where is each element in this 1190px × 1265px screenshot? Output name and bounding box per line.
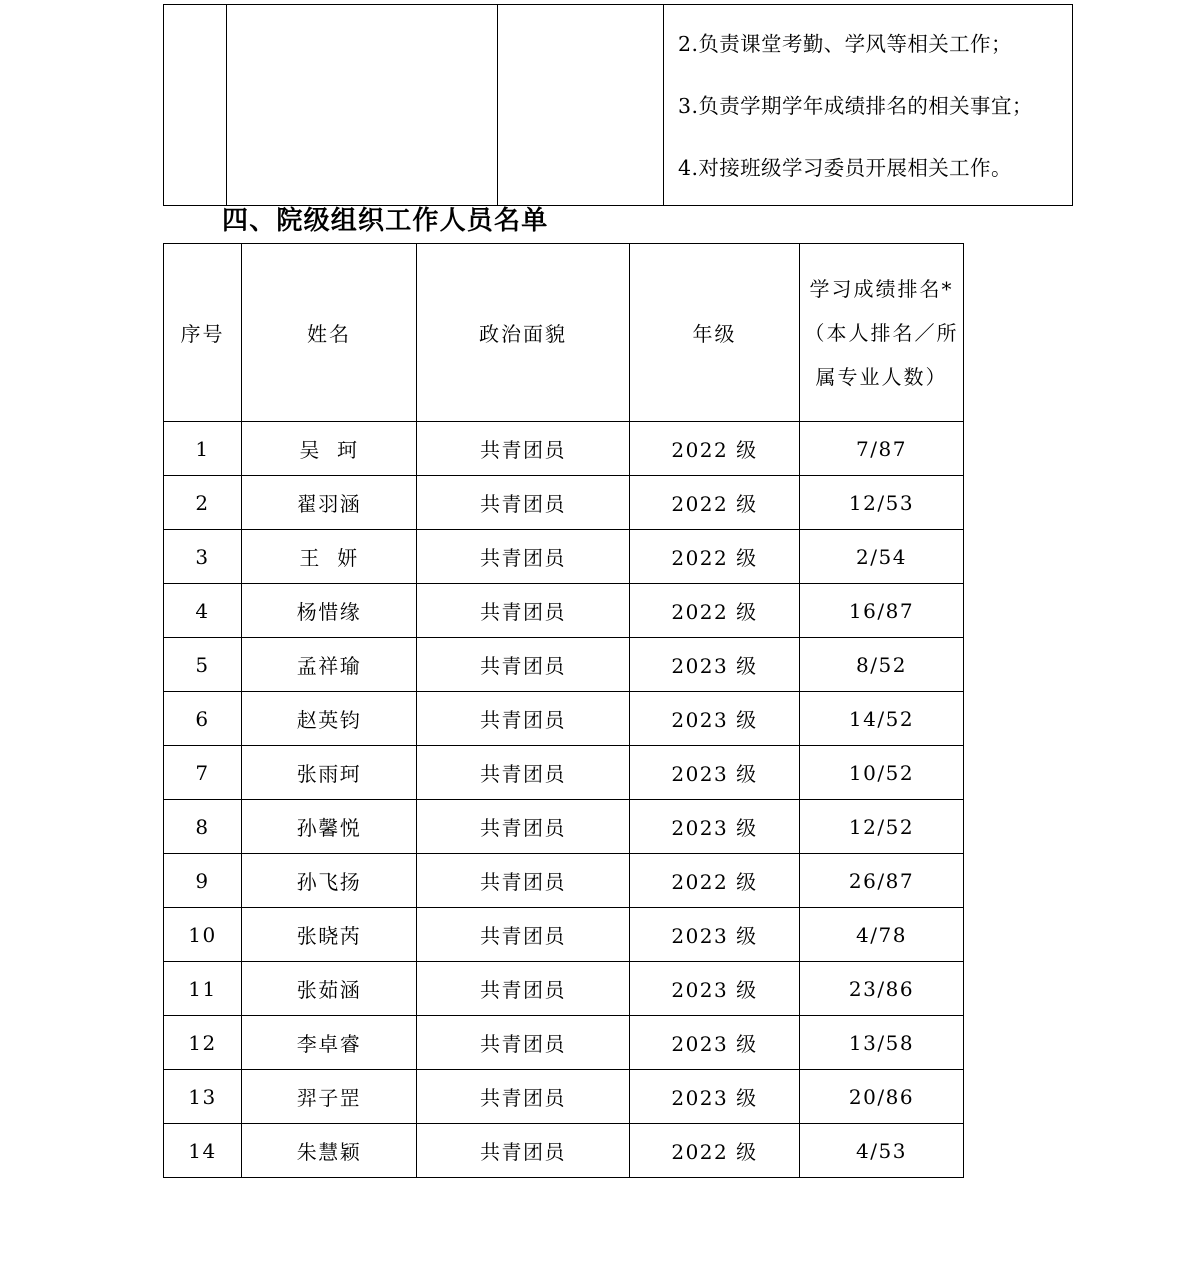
table-row <box>164 530 964 584</box>
roster-table-head <box>164 244 964 422</box>
cell-index: 10 <box>164 908 242 962</box>
cell-name: 孟祥瑜 <box>242 638 417 692</box>
duty-line-2: 2.负责课堂考勤、学风等相关工作； <box>678 32 1012 56</box>
cell-index: 11 <box>164 962 242 1016</box>
cell-name: 翟羽涵 <box>242 476 417 530</box>
table-row <box>164 5 1073 206</box>
cell-political: 共青团员 <box>417 692 630 746</box>
table-row <box>164 962 964 1016</box>
header-rank-line1: 学习成绩排名* <box>809 276 954 301</box>
cell-grade: 2023 级 <box>630 1070 800 1124</box>
cell-index: 3 <box>164 530 242 584</box>
cell-rank: 23/86 <box>800 962 964 1016</box>
cell-grade: 2022 级 <box>630 476 800 530</box>
cell-index: 14 <box>164 1124 242 1178</box>
cell-grade: 2023 级 <box>630 746 800 800</box>
cell-rank: 14/52 <box>800 692 964 746</box>
cell-name: 孙飞扬 <box>242 854 417 908</box>
cell-index: 13 <box>164 1070 242 1124</box>
table-row <box>164 584 964 638</box>
cell-political: 共青团员 <box>417 422 630 476</box>
table-row <box>164 800 964 854</box>
cell-political: 共青团员 <box>417 1016 630 1070</box>
cell-name: 李卓睿 <box>242 1016 417 1070</box>
cell-political: 共青团员 <box>417 800 630 854</box>
cell-name: 朱慧颖 <box>242 1124 417 1178</box>
cell-index: 4 <box>164 584 242 638</box>
cell-grade: 2022 级 <box>630 1124 800 1178</box>
cell-rank: 12/53 <box>800 476 964 530</box>
cell-rank: 10/52 <box>800 746 964 800</box>
table-row <box>164 476 964 530</box>
cell-index: 12 <box>164 1016 242 1070</box>
cell-position-empty <box>227 5 498 206</box>
cell-rank: 2/54 <box>800 530 964 584</box>
table-row <box>164 1016 964 1070</box>
cell-duties <box>664 5 1073 206</box>
cell-rank: 20/86 <box>800 1070 964 1124</box>
cell-political: 共青团员 <box>417 476 630 530</box>
cell-name: 赵英钧 <box>242 692 417 746</box>
table-row <box>164 908 964 962</box>
cell-index-empty <box>164 5 227 206</box>
cell-rank: 4/53 <box>800 1124 964 1178</box>
cell-political: 共青团员 <box>417 962 630 1016</box>
cell-name: 张茹涵 <box>242 962 417 1016</box>
header-row <box>164 244 964 422</box>
cell-index: 2 <box>164 476 242 530</box>
cell-index: 1 <box>164 422 242 476</box>
cell-name: 王 妍 <box>242 530 417 584</box>
cell-grade: 2022 级 <box>630 854 800 908</box>
cell-index: 7 <box>164 746 242 800</box>
cell-political: 共青团员 <box>417 584 630 638</box>
cell-grade: 2023 级 <box>630 1016 800 1070</box>
cell-index: 8 <box>164 800 242 854</box>
duty-line-4: 4.对接班级学习委员开展相关工作。 <box>678 156 1012 180</box>
cell-rank: 16/87 <box>800 584 964 638</box>
cell-grade: 2023 级 <box>630 692 800 746</box>
cell-rank: 12/52 <box>800 800 964 854</box>
cell-name: 张晓芮 <box>242 908 417 962</box>
cell-name: 杨惜缘 <box>242 584 417 638</box>
header-grade: 年级 <box>630 244 800 422</box>
table-row <box>164 854 964 908</box>
cell-name: 吴 珂 <box>242 422 417 476</box>
section-heading: 四、院级组织工作人员名单 <box>222 206 549 236</box>
cell-name: 孙馨悦 <box>242 800 417 854</box>
cell-rank: 8/52 <box>800 638 964 692</box>
cell-grade: 2022 级 <box>630 530 800 584</box>
cell-name: 张雨珂 <box>242 746 417 800</box>
roster-table <box>163 243 964 1178</box>
cell-political: 共青团员 <box>417 1070 630 1124</box>
cell-political: 共青团员 <box>417 638 630 692</box>
table-row <box>164 746 964 800</box>
duty-line-3: 3.负责学期学年成绩排名的相关事宜； <box>678 94 1033 118</box>
cell-rank: 26/87 <box>800 854 964 908</box>
cell-grade: 2023 级 <box>630 908 800 962</box>
table-row <box>164 1124 964 1178</box>
cell-rank: 4/78 <box>800 908 964 962</box>
header-index: 序号 <box>164 244 242 422</box>
cell-grade: 2023 级 <box>630 800 800 854</box>
table-row <box>164 422 964 476</box>
roster-table-body <box>164 422 964 1178</box>
table-row <box>164 692 964 746</box>
cell-index: 5 <box>164 638 242 692</box>
cell-index: 6 <box>164 692 242 746</box>
cell-index: 9 <box>164 854 242 908</box>
table-row <box>164 1070 964 1124</box>
cell-political: 共青团员 <box>417 746 630 800</box>
cell-grade: 2022 级 <box>630 584 800 638</box>
header-rank-line3: 属专业人数） <box>815 364 948 389</box>
header-rank-line2: （本人排名／所 <box>804 320 959 345</box>
cell-political: 共青团员 <box>417 530 630 584</box>
cell-political: 共青团员 <box>417 854 630 908</box>
cell-rank: 13/58 <box>800 1016 964 1070</box>
cell-count-empty <box>498 5 664 206</box>
cell-grade: 2023 级 <box>630 638 800 692</box>
continued-duties-table <box>163 4 1073 206</box>
cell-grade: 2023 级 <box>630 962 800 1016</box>
table-row <box>164 638 964 692</box>
roster-table-container <box>163 243 963 1178</box>
header-name: 姓名 <box>242 244 417 422</box>
header-rank <box>800 244 964 422</box>
cell-grade: 2022 级 <box>630 422 800 476</box>
cell-name: 羿子罡 <box>242 1070 417 1124</box>
cell-political: 共青团员 <box>417 908 630 962</box>
cell-political: 共青团员 <box>417 1124 630 1178</box>
header-political: 政治面貌 <box>417 244 630 422</box>
cell-rank: 7/87 <box>800 422 964 476</box>
